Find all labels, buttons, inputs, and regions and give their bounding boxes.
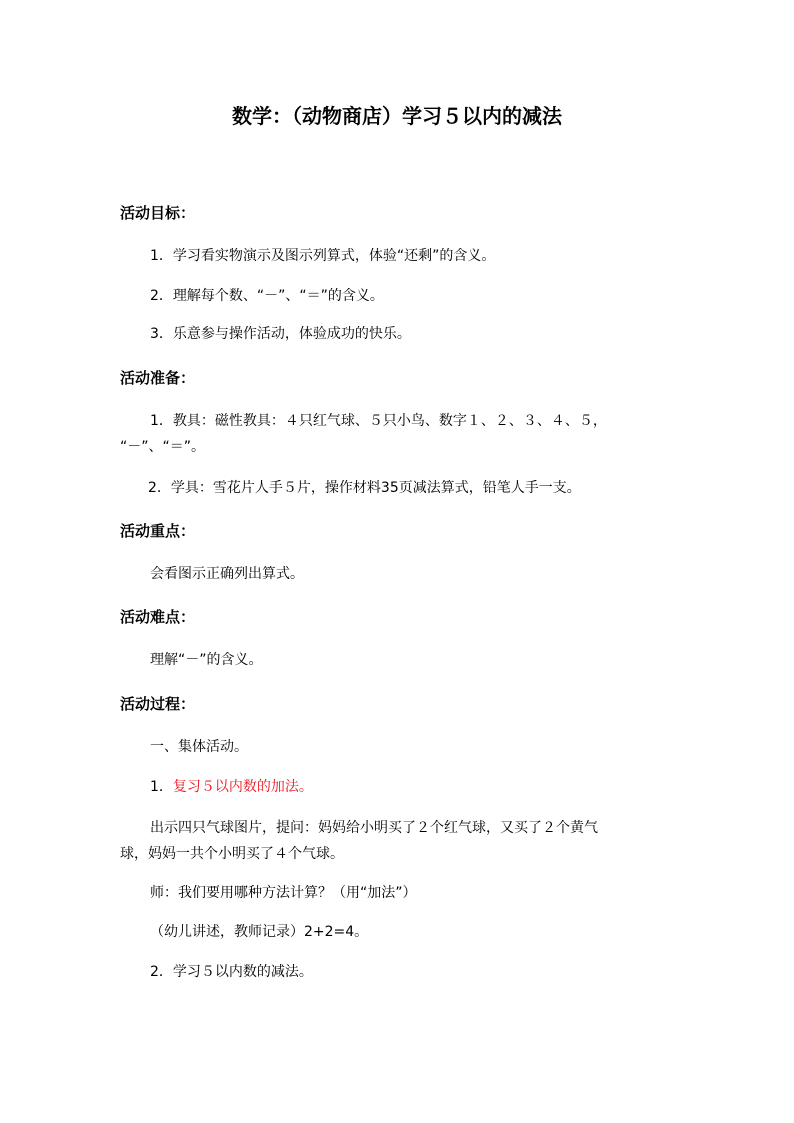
- difficulty-text: 理解“－”的含义。: [150, 652, 263, 668]
- process-paragraph-line-2: 球，妈妈一共个小明买了４个气球。: [120, 846, 344, 862]
- goal-item-2: 2．理解每个数、“－”、“＝”的含义。: [150, 288, 384, 304]
- process-step-1: [150, 777, 313, 797]
- prep-heading: 活动准备：: [120, 369, 196, 387]
- focus-heading: 活动重点：: [120, 522, 196, 540]
- prep-item-1-line-2: “－”、“＝”。: [120, 439, 206, 455]
- prep-item-1-line-1: 1．教具：磁性教具：４只红气球、５只小鸟、数字１、２、３、４、５，: [150, 413, 607, 429]
- page-title: 数学：（动物商店）学习５以内的减法: [232, 104, 562, 128]
- focus-text: 会看图示正确列出算式。: [150, 566, 304, 582]
- process-question: 师：我们要用哪种方法计算？（用“加法”）: [150, 885, 417, 901]
- process-step-1-text: 复习５以内数的加法。: [172, 779, 313, 795]
- process-step-2: 2．学习５以内数的减法。: [150, 964, 313, 980]
- process-heading: 活动过程：: [120, 695, 196, 713]
- difficulty-heading: 活动难点：: [120, 608, 196, 626]
- goal-item-3: 3．乐意参与操作活动，体验成功的快乐。: [150, 326, 411, 342]
- process-paragraph-line-1: 出示四只气球图片，提问：妈妈给小明买了２个红气球，又买了２个黄气: [150, 820, 598, 836]
- prep-item-2: 2．学具：雪花片人手５片，操作材料35页减法算式，铅笔人手一支。: [148, 480, 581, 496]
- process-answer: （幼儿讲述，教师记录）2+2=4。: [150, 924, 369, 940]
- goal-item-1: 1．学习看实物演示及图示列算式，体验“还剩”的含义。: [150, 248, 496, 264]
- goals-heading: 活动目标：: [120, 204, 196, 222]
- process-section-1: 一、集体活动。: [150, 739, 248, 755]
- process-step-1-number: 1．: [150, 779, 173, 795]
